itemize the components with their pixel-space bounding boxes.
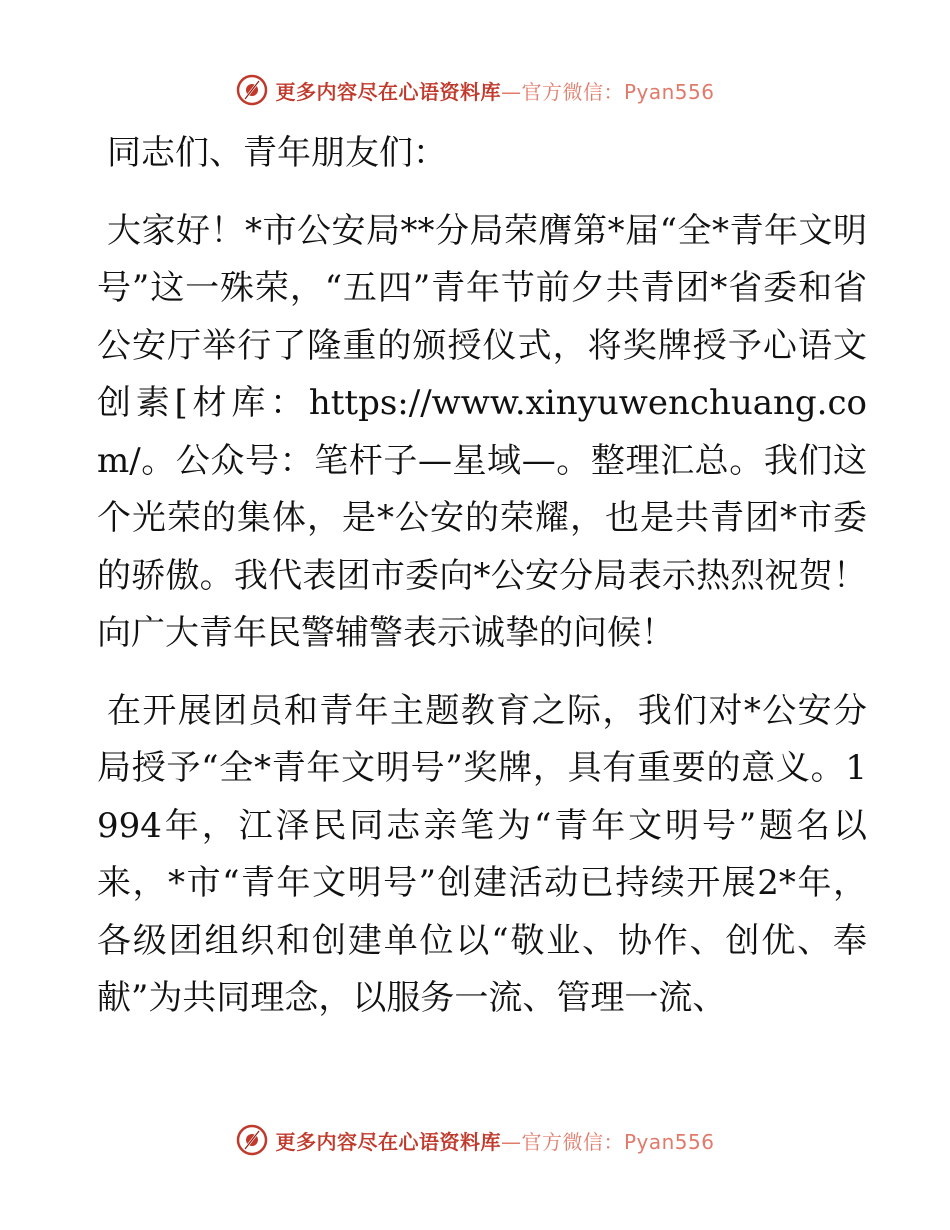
brand-logo-icon xyxy=(235,73,269,107)
document-body xyxy=(97,125,867,1028)
greeting: 同志们、青年朋友们： xyxy=(107,133,447,173)
watermark-sub-text: —官方微信：Pyan556 xyxy=(500,79,715,104)
watermark-footer xyxy=(0,1115,950,1165)
watermark-header xyxy=(0,65,950,115)
paragraph-1: 大家好！*市公安局**分局荣膺第*届“全*青年文明号”这一殊荣，“五四”青年节前夕共青团*省委和省公安厅举行了隆重的颁授仪式，将奖牌授予心语文创素[材库：https://www.xinyuwenchuang.com/。公众号：笔杆子—星域—。整理汇总。我们这个光荣的集体，是*公安的荣耀，也是共青团*市委的骄傲。我代表团市委向*公安分局表示热烈祝贺！向广大青年民警辅警表示诚挚的问候！ xyxy=(97,210,867,653)
watermark-main-text: 更多内容尽在心语资料库 xyxy=(275,1129,501,1154)
watermark-sub-text: —官方微信：Pyan556 xyxy=(500,1129,715,1154)
brand-logo-icon xyxy=(235,1123,269,1157)
paragraph-2: 在开展团员和青年主题教育之际，我们对*公安分局授予“全*青年文明号”奖牌，具有重要的意义。1994年，江泽民同志亲笔为“青年文明号”题名以来，*市“青年文明号”创建活动已持续开展2*年，各级团组织和创建单位以“敬业、协作、创优、奉献”为共同理念，以服务一流、管理一流、 xyxy=(97,690,867,1018)
watermark-main-text: 更多内容尽在心语资料库 xyxy=(275,79,501,104)
